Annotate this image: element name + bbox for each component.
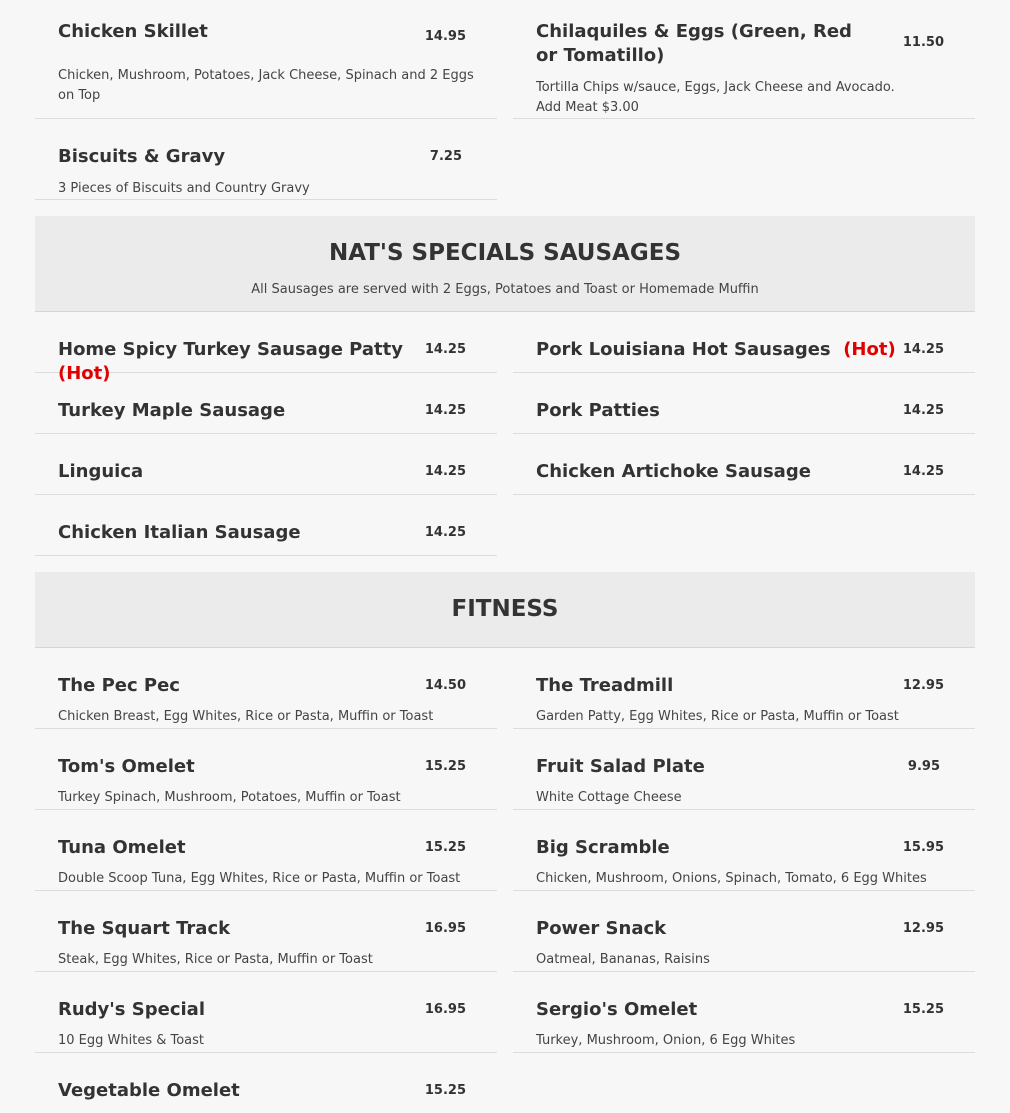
item-price: 15.95 (902, 840, 944, 855)
item-name: The Pec Pec (58, 675, 180, 696)
menu-item (513, 312, 975, 373)
hot-label: (Hot) (843, 339, 896, 360)
item-name: Fruit Salad Plate (536, 756, 705, 777)
menu-item (35, 810, 497, 891)
item-name: Power Snack (536, 918, 667, 939)
item-description: Turkey, Mushroom, Onion, 6 Egg Whites (536, 1033, 796, 1048)
breakfast-right-column (513, 0, 975, 200)
item-name: Rudy's Special (58, 999, 205, 1020)
item-description: Steak, Egg Whites, Rice or Pasta, Muffin or Toast (58, 952, 373, 967)
item-price: 14.50 (424, 678, 466, 693)
item-description: Tortilla Chips w/sauce, Eggs, Jack Cheese and Avocado. Add Meat $3.00 (536, 80, 895, 115)
menu-page (35, 0, 975, 1113)
menu-item (513, 729, 975, 810)
menu-item (35, 648, 497, 729)
fitness-left-column (35, 648, 497, 1113)
menu-item (513, 434, 975, 495)
item-name: Chicken Artichoke Sausage (536, 461, 811, 482)
section-subtitle: All Sausages are served with 2 Eggs, Potatoes and Toast or Homemade Muffin (251, 282, 759, 297)
item-name: Big Scramble (536, 837, 670, 858)
menu-item (513, 810, 975, 891)
menu-item (35, 373, 497, 434)
item-price: 14.25 (424, 464, 466, 479)
item-name-text: Home Spicy Turkey Sausage Patty (58, 339, 403, 360)
item-name: Turkey Maple Sausage (58, 400, 286, 421)
item-price: 7.25 (429, 149, 462, 164)
hot-label: (Hot) (58, 363, 111, 384)
item-price: 14.25 (424, 403, 466, 418)
menu-item (513, 972, 975, 1053)
item-price: 14.25 (424, 342, 466, 357)
item-price: 14.25 (424, 525, 466, 540)
sausages-grid (35, 312, 975, 556)
item-description: Chicken, Mushroom, Onions, Spinach, Tomato, 6 Egg Whites (536, 871, 927, 886)
item-description: Double Scoop Tuna, Egg Whites, Rice or Pasta, Muffin or Toast (58, 871, 461, 886)
item-price: 12.95 (902, 678, 944, 693)
item-name: Linguica (58, 461, 144, 482)
item-description: 10 Egg Whites & Toast (58, 1033, 205, 1048)
menu-item (35, 312, 497, 384)
item-description: 3 Pieces of Biscuits and Country Gravy (58, 181, 310, 196)
item-price: 9.95 (907, 759, 940, 774)
menu-item (35, 729, 497, 810)
item-name: Biscuits & Gravy (58, 146, 226, 167)
fitness-grid (35, 648, 975, 1113)
item-price: 15.25 (902, 1002, 944, 1017)
item-name: Tom's Omelet (58, 756, 195, 777)
item-description: Oatmeal, Bananas, Raisins (536, 952, 710, 967)
item-name: Tuna Omelet (58, 837, 186, 858)
item-name: Vegetable Omelet (58, 1080, 240, 1101)
item-price: 15.25 (424, 1083, 466, 1098)
breakfast-left-column (35, 0, 497, 200)
item-name: Chicken Italian Sausage (58, 522, 301, 543)
menu-item (35, 891, 497, 972)
item-price: 15.25 (424, 840, 466, 855)
menu-item (513, 0, 975, 119)
section-title: NAT'S SPECIALS SAUSAGES (328, 240, 682, 266)
menu-item (513, 648, 975, 729)
breakfast-grid (35, 0, 975, 200)
sausages-right-column (513, 312, 975, 556)
menu-item (35, 1053, 497, 1113)
item-price: 12.95 (902, 921, 944, 936)
menu-item (35, 495, 497, 556)
item-name: The Treadmill (536, 675, 674, 696)
item-name: Pork Patties (536, 400, 660, 421)
item-name: Chicken Skillet (58, 21, 208, 42)
item-description: Chicken Breast, Egg Whites, Rice or Pasta, Muffin or Toast (58, 709, 434, 724)
fitness-section-header (35, 572, 975, 648)
fitness-right-column (513, 648, 975, 1113)
item-price: 14.25 (902, 342, 944, 357)
menu-item (35, 0, 497, 119)
item-name (536, 338, 906, 362)
section-title: FITNESS (451, 596, 559, 622)
item-price: 15.25 (424, 759, 466, 774)
menu-item (35, 119, 497, 200)
item-price: 16.95 (424, 1002, 466, 1017)
item-description: Chicken, Mushroom, Potatoes, Jack Cheese, Spinach and 2 Eggs on Top (58, 68, 474, 103)
sausages-section-header (35, 216, 975, 312)
menu-item (513, 373, 975, 434)
menu-item (35, 434, 497, 495)
item-name: Chilaquiles & Eggs (Green, Red or Tomatillo) (536, 21, 852, 66)
item-description: Turkey Spinach, Mushroom, Potatoes, Muffin or Toast (58, 790, 401, 805)
item-name: The Squart Track (58, 918, 231, 939)
menu-item (35, 972, 497, 1053)
item-price: 14.25 (902, 464, 944, 479)
item-price: 14.95 (424, 29, 466, 44)
item-description: Garden Patty, Egg Whites, Rice or Pasta, Muffin or Toast (536, 709, 899, 724)
menu-item (513, 891, 975, 972)
item-name: Sergio's Omelet (536, 999, 698, 1020)
item-price: 16.95 (424, 921, 466, 936)
item-price: 14.25 (902, 403, 944, 418)
item-name-text: Pork Louisiana Hot Sausages (536, 339, 831, 360)
item-price: 11.50 (902, 35, 944, 50)
sausages-left-column (35, 312, 497, 556)
item-description: White Cottage Cheese (536, 790, 682, 805)
